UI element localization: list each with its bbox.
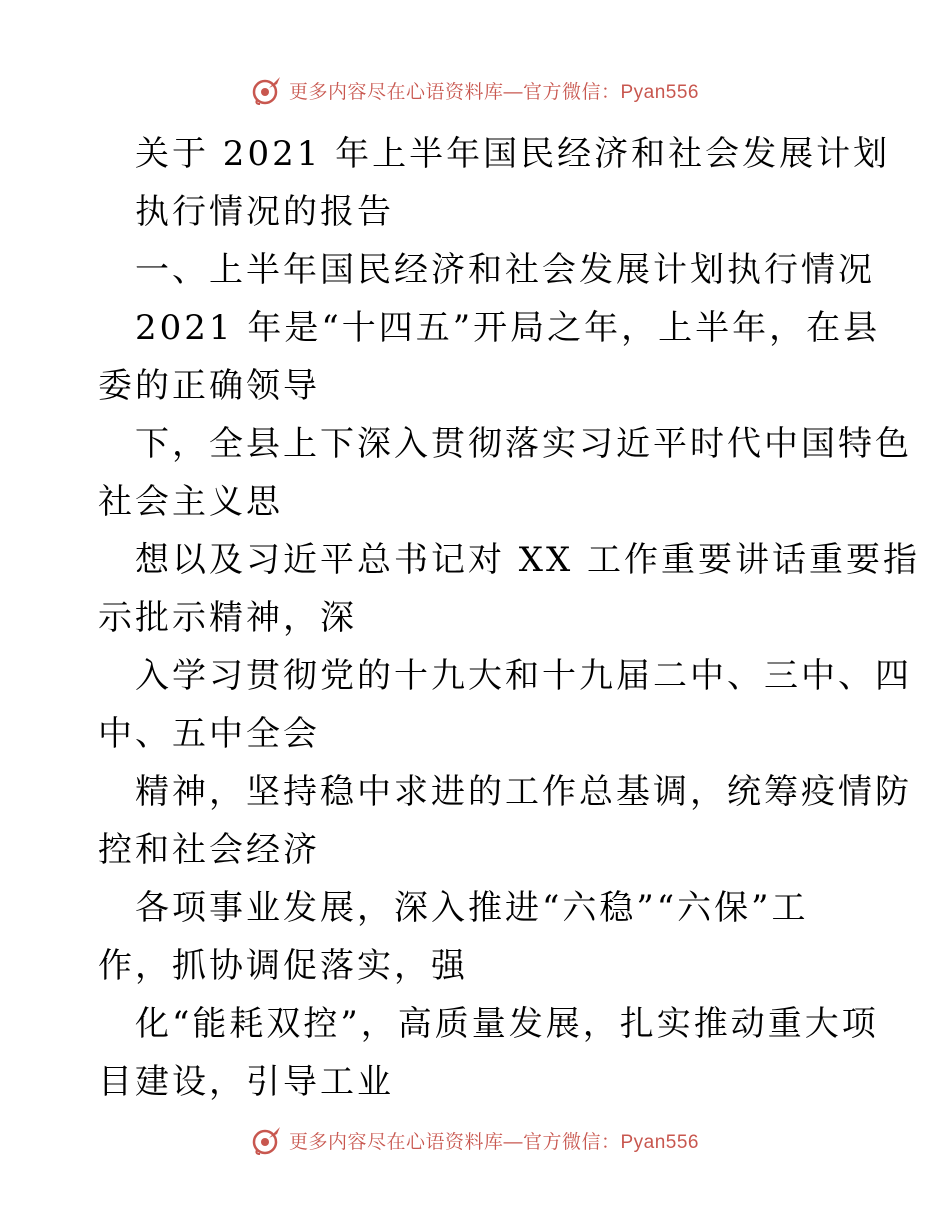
- doc-line: 化“能耗双控”，高质量发展，扎实推动重大项: [135, 1004, 879, 1044]
- doc-line: 作，抓协调促落实，强: [98, 946, 468, 986]
- doc-line: 各项事业发展，深入推进“六稳”“六保”工: [135, 888, 809, 928]
- watermark-text: 更多内容尽在心语资料库—官方微信：Pyan556: [288, 81, 699, 103]
- doc-line: 中、五中全会: [98, 714, 320, 754]
- header-watermark: [0, 70, 950, 110]
- doc-line: 关于 2021 年上半年国民经济和社会发展计划: [135, 134, 891, 174]
- doc-line: 想以及习近平总书记对 XX 工作重要讲话重要指: [135, 540, 921, 580]
- doc-line: 精神，坚持稳中求进的工作总基调，统筹疫情防: [135, 772, 912, 812]
- doc-line: 目建设，引导工业: [98, 1062, 394, 1102]
- quill-logo-icon: [251, 74, 283, 106]
- footer-watermark: [0, 1120, 950, 1160]
- doc-line: 入学习贯彻党的十九大和十九届二中、三中、四: [135, 656, 912, 696]
- doc-line: 示批示精神，深: [98, 598, 357, 638]
- document-body: [98, 125, 921, 1111]
- doc-line: 执行情况的报告: [135, 192, 394, 232]
- quill-logo-icon: [251, 1124, 283, 1156]
- doc-line: 2021 年是“十四五”开局之年，上半年，在县: [135, 308, 881, 348]
- doc-line: 控和社会经济: [98, 830, 320, 870]
- doc-line: 社会主义思: [98, 482, 283, 522]
- watermark-text: 更多内容尽在心语资料库—官方微信：Pyan556: [288, 1131, 699, 1153]
- doc-line: 一、上半年国民经济和社会发展计划执行情况: [135, 250, 875, 290]
- doc-line: 委的正确领导: [98, 366, 320, 406]
- doc-line: 下，全县上下深入贯彻落实习近平时代中国特色: [135, 424, 912, 464]
